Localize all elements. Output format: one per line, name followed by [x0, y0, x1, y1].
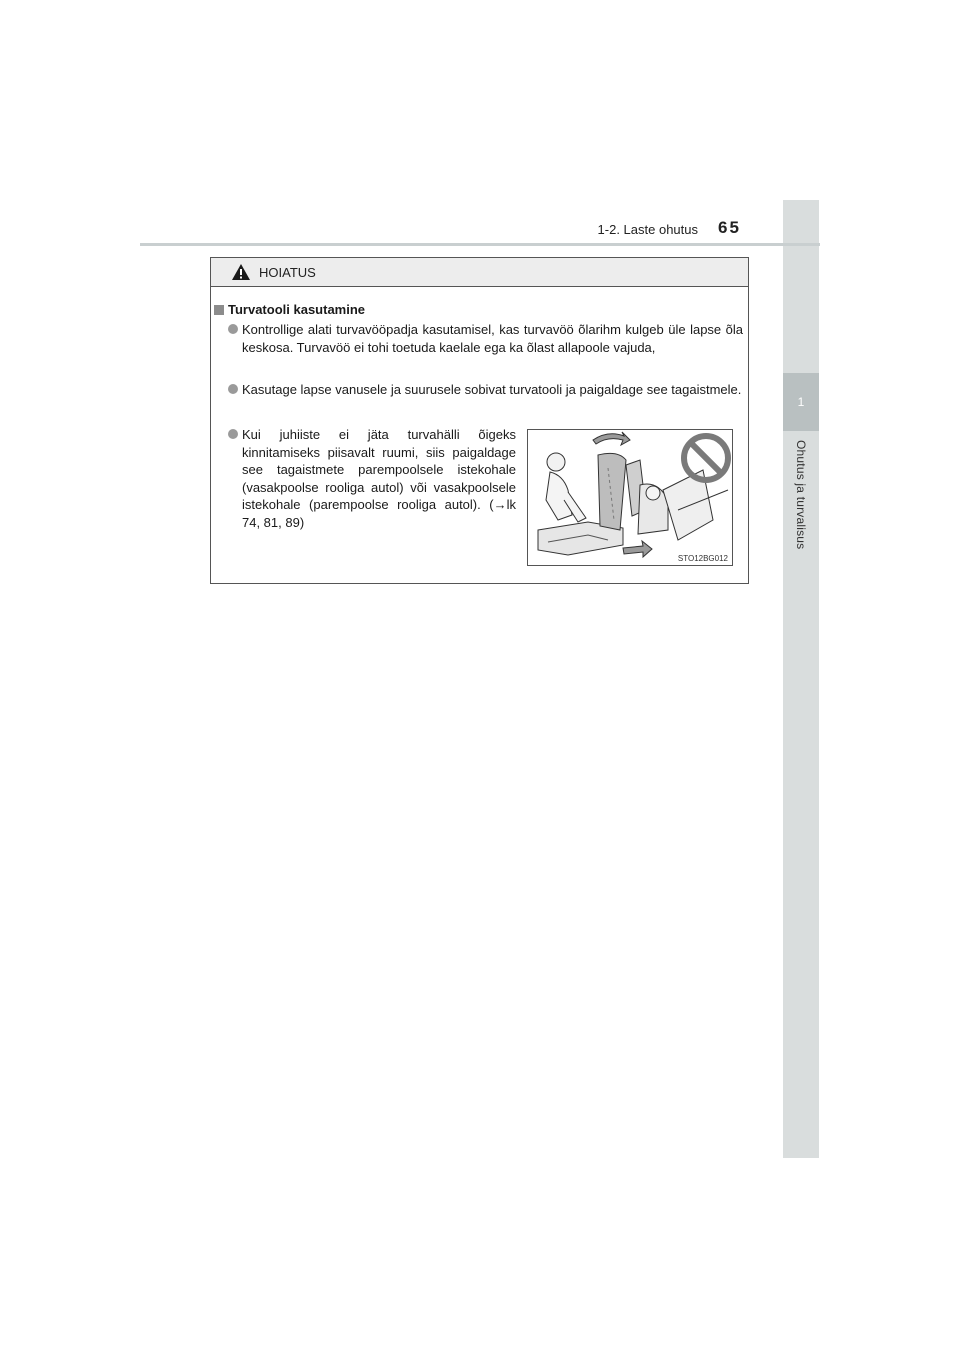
warning-bullet — [228, 321, 743, 356]
square-bullet-icon — [214, 305, 224, 315]
child-seat-illustration — [527, 429, 733, 566]
warning-subheading-text: Turvatooli kasutamine — [228, 302, 366, 317]
child-seat-drawing — [528, 430, 732, 565]
warning-bullet — [228, 426, 516, 531]
side-tab — [783, 200, 819, 1158]
section-title: 1-2. Laste ohutus — [597, 222, 698, 237]
bullet-dot-icon — [228, 384, 238, 394]
chapter-number: 1 — [783, 373, 819, 431]
warning-bullet — [228, 381, 743, 399]
warning-triangle-icon — [231, 263, 251, 281]
warning-subheading — [214, 302, 365, 317]
warning-title: HOIATUS — [259, 264, 316, 280]
warning-bullet-text: Kui juhiiste ei jäta turvahälli õigeks kinnitamiseks piisavalt ruumi, siis paigaldage see tagaistmete parempoolsele istekohale (vasakpoolse rooliga autol) või vasakpoolsele istekohale (parempoolse rooliga autol). (→lk 74, 81, 89) — [242, 427, 516, 530]
warning-header — [211, 258, 748, 287]
bullet-dot-icon — [228, 429, 238, 439]
warning-bullet-text: Kasutage lapse vanusele ja suurusele sobivat turvatooli ja paigaldage see tagaistmele. — [242, 382, 742, 397]
chapter-label-text: Ohutus ja turvalisus — [794, 440, 808, 550]
figure-code: STO12BG012 — [677, 554, 728, 563]
warning-bullet-text: Kontrollige alati turvavööpadja kasutamisel, kas turvavöö õlarihm kulgeb üle lapse õla keskosa. Turvavöö ei tohi toetuda kaelale ega ka õlast allapoole vajuda, — [242, 322, 743, 355]
page-number: 65 — [718, 218, 741, 237]
chapter-label — [783, 440, 819, 600]
header-rule — [140, 243, 820, 246]
bullet-dot-icon — [228, 324, 238, 334]
warning-box — [210, 257, 749, 584]
